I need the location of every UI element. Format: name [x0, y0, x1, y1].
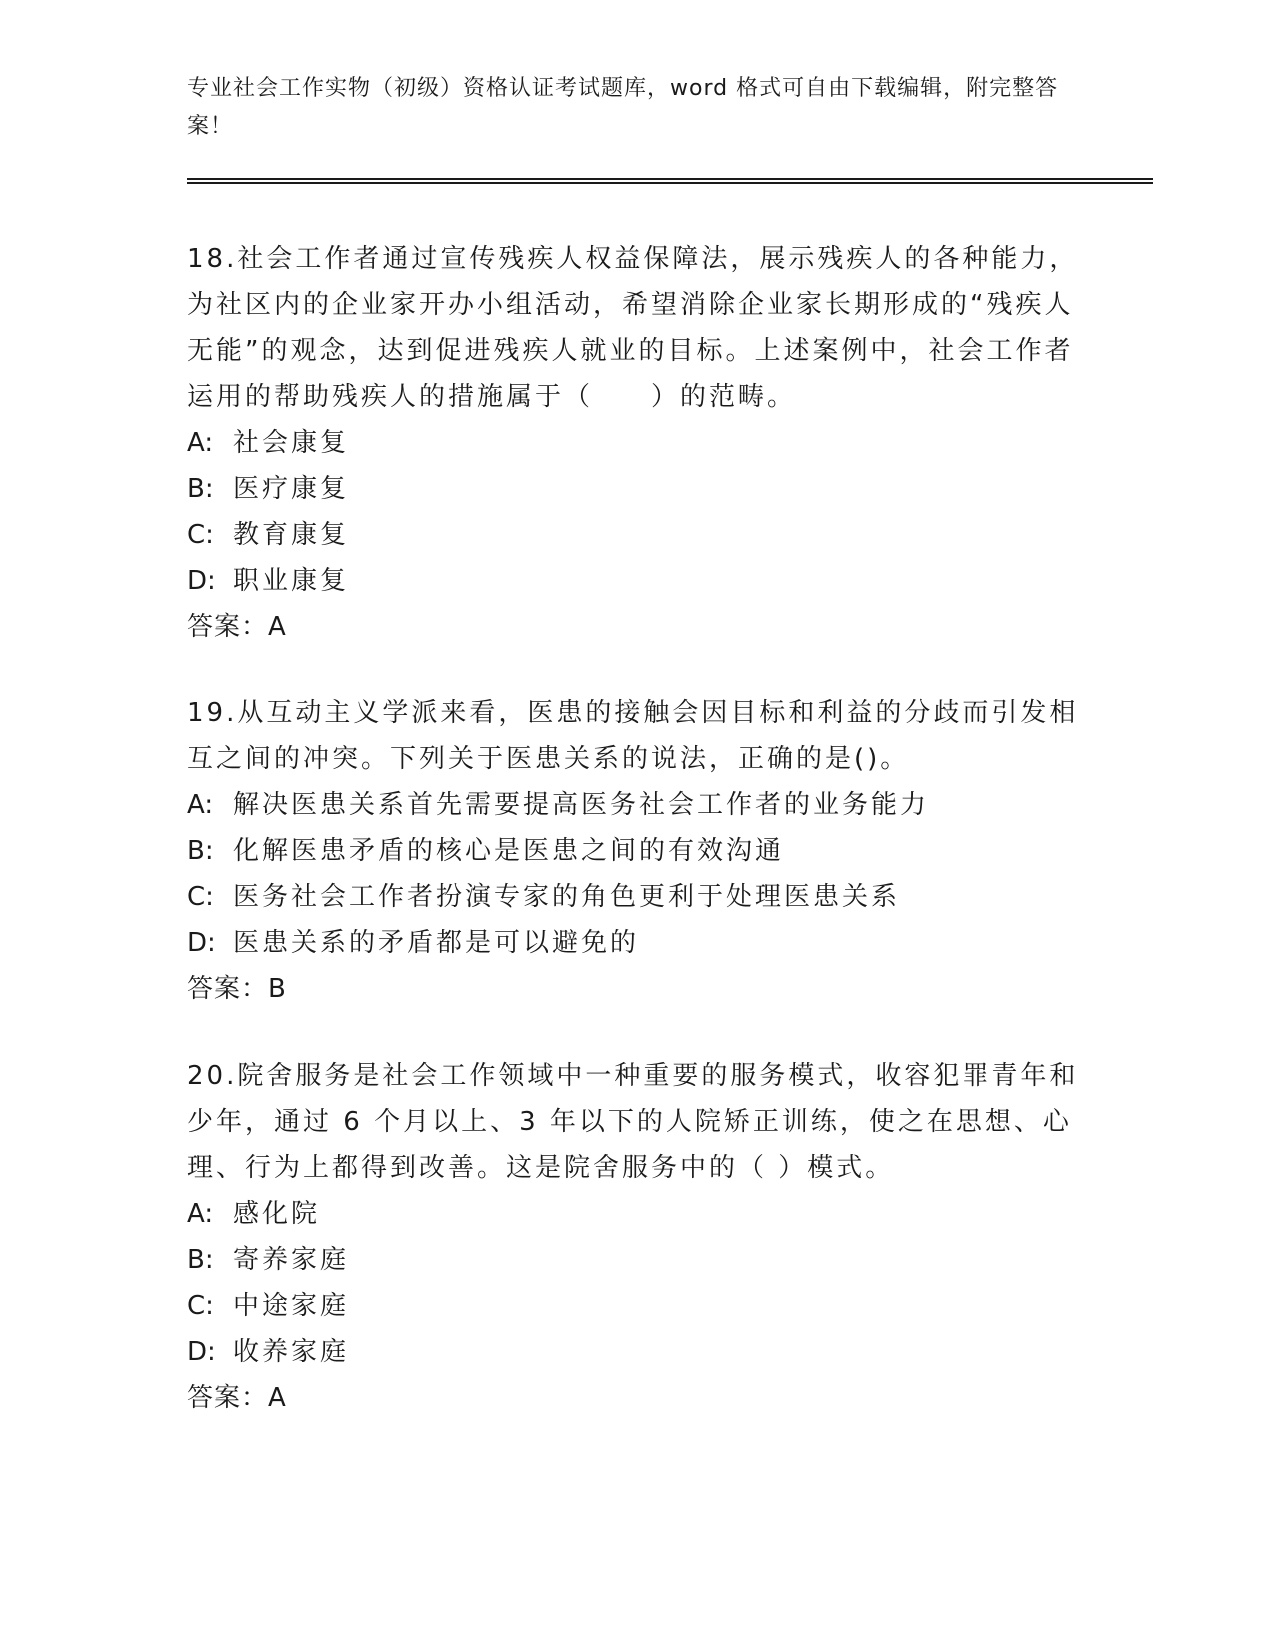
option-b	[187, 828, 1087, 874]
option-text: 教育康复	[233, 520, 350, 550]
option-key: A:	[187, 1199, 214, 1229]
option-text: 职业康复	[233, 566, 350, 596]
option-c	[187, 874, 1087, 920]
option-a	[187, 420, 1087, 466]
option-key: A:	[187, 790, 214, 820]
option-a	[187, 782, 1087, 828]
option-a	[187, 1191, 1087, 1237]
option-text: 感化院	[233, 1199, 321, 1229]
header-double-rule	[187, 178, 1153, 184]
option-b	[187, 1237, 1087, 1283]
option-text: 医患关系的矛盾都是可以避免的	[233, 928, 640, 958]
answer-line: 答案：B	[187, 974, 287, 1004]
option-c	[187, 512, 1087, 558]
option-key: C:	[187, 520, 214, 550]
option-text: 收养家庭	[233, 1337, 350, 1367]
answer-line: 答案：A	[187, 612, 287, 642]
question-18	[187, 236, 1087, 650]
option-text: 寄养家庭	[233, 1245, 350, 1275]
question-20	[187, 1053, 1087, 1421]
option-c	[187, 1283, 1087, 1329]
option-text: 医务社会工作者扮演专家的角色更利于处理医患关系	[233, 882, 901, 912]
option-d	[187, 920, 1087, 966]
question-19	[187, 690, 1087, 1012]
option-b	[187, 466, 1087, 512]
option-key: B:	[187, 836, 214, 866]
option-text: 中途家庭	[233, 1291, 350, 1321]
option-key: B:	[187, 474, 214, 504]
question-stem: 20.院舍服务是社会工作领域中一种重要的服务模式，收容犯罪青年和少年，通过 6 个月以上、3 年以下的人院矫正训练，使之在思想、心理、行为上都得到改善。这是院舍服务中的（ ）模式。	[187, 1061, 1079, 1183]
option-key: B:	[187, 1245, 214, 1275]
question-stem: 18.社会工作者通过宣传残疾人权益保障法，展示残疾人的各种能力，为社区内的企业家开办小组活动，希望消除企业家长期形成的“残疾人无能”的观念，达到促进残疾人就业的目标。上述案例中，社会工作者运用的帮助残疾人的措施属于（ ）的范畴。	[187, 244, 1079, 412]
option-d	[187, 1329, 1087, 1375]
option-key: D:	[187, 566, 216, 596]
option-text: 解决医患关系首先需要提高医务社会工作者的业务能力	[233, 790, 930, 820]
answer-line: 答案：A	[187, 1383, 287, 1413]
option-key: A:	[187, 428, 214, 458]
option-text: 医疗康复	[233, 474, 350, 504]
page-header: 专业社会工作实物（初级）资格认证考试题库，word 格式可自由下载编辑，附完整答案！	[187, 76, 1059, 139]
option-text: 化解医患矛盾的核心是医患之间的有效沟通	[233, 836, 785, 866]
option-d	[187, 558, 1087, 604]
option-text: 社会康复	[233, 428, 350, 458]
option-key: C:	[187, 882, 214, 912]
option-key: C:	[187, 1291, 214, 1321]
question-stem: 19.从互动主义学派来看，医患的接触会因目标和利益的分歧而引发相互之间的冲突。下列关于医患关系的说法，正确的是()。	[187, 698, 1079, 774]
option-key: D:	[187, 1337, 216, 1367]
option-key: D:	[187, 928, 216, 958]
